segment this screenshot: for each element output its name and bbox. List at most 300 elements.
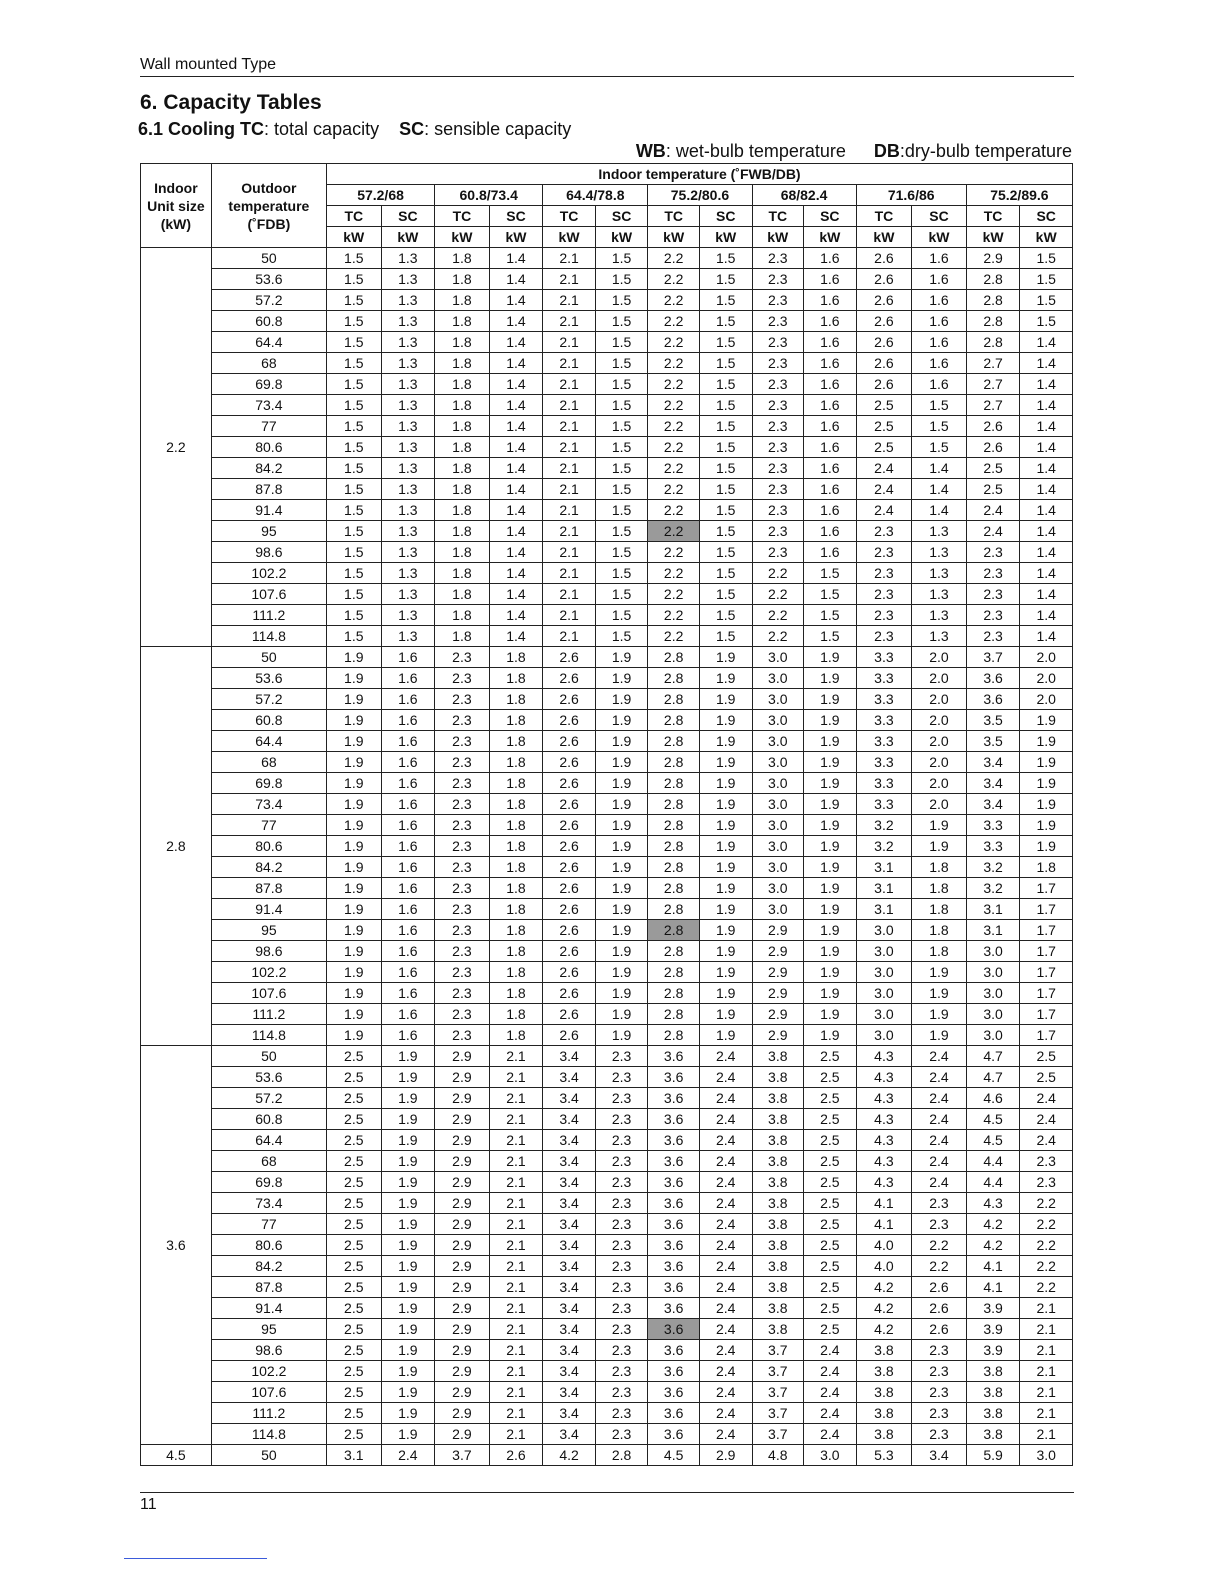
- tc-value-cell: 2.5: [326, 1235, 381, 1256]
- tc-value-cell: 2.5: [856, 416, 912, 437]
- tc-value-cell: 3.0: [752, 857, 804, 878]
- sc-value-cell: 2.5: [804, 1109, 857, 1130]
- tc-value-cell: 1.5: [326, 542, 381, 563]
- tc-value-cell: 1.5: [326, 269, 381, 290]
- column-header: 57.2/68: [326, 185, 434, 206]
- sc-value-cell: 1.5: [595, 311, 648, 332]
- tc-value-cell: 1.5: [326, 500, 381, 521]
- sc-header: SC: [489, 206, 543, 227]
- tc-value-cell: 3.6: [648, 1214, 700, 1235]
- sc-value-cell: 1.7: [1020, 983, 1073, 1004]
- tc-value-cell: 3.8: [752, 1151, 804, 1172]
- sc-value-cell: 1.5: [699, 626, 752, 647]
- sc-header: SC: [804, 206, 857, 227]
- tc-value-cell: 3.1: [856, 899, 912, 920]
- tc-value-cell: 1.8: [435, 332, 490, 353]
- sc-value-cell: 1.9: [699, 794, 752, 815]
- sc-value-cell: 1.5: [595, 374, 648, 395]
- tc-value-cell: 3.4: [966, 773, 1020, 794]
- temperature-legend: [636, 141, 1072, 162]
- tc-value-cell: 3.8: [752, 1235, 804, 1256]
- sc-value-cell: 2.4: [699, 1193, 752, 1214]
- tc-value-cell: 2.9: [435, 1403, 490, 1424]
- tc-value-cell: 4.3: [856, 1172, 912, 1193]
- tc-value-cell: 2.9: [435, 1298, 490, 1319]
- sc-value-cell: 2.3: [595, 1214, 648, 1235]
- tc-value-cell: 2.8: [648, 668, 700, 689]
- unit-size-cell: 4.5: [141, 1445, 212, 1466]
- tc-value-cell: 4.3: [856, 1151, 912, 1172]
- sc-value-cell: 1.8: [489, 731, 543, 752]
- tc-value-cell: 1.9: [326, 857, 381, 878]
- tc-value-cell: 2.3: [752, 500, 804, 521]
- sc-value-cell: 1.9: [804, 773, 857, 794]
- tc-value-cell: 2.1: [543, 248, 596, 269]
- sc-value-cell: 2.4: [699, 1088, 752, 1109]
- tc-value-cell: 2.3: [435, 983, 490, 1004]
- tc-value-cell: 3.4: [543, 1235, 596, 1256]
- sc-value-cell: 2.3: [912, 1424, 967, 1445]
- sc-value-cell: 2.4: [699, 1214, 752, 1235]
- sc-header: SC: [1020, 206, 1073, 227]
- tc-value-cell: 4.1: [856, 1214, 912, 1235]
- sc-value-cell: 1.3: [912, 542, 967, 563]
- tc-header: TC: [648, 206, 700, 227]
- tc-value-cell: 2.6: [856, 311, 912, 332]
- tc-value-cell: 1.5: [326, 437, 381, 458]
- sc-value-cell: 1.7: [1020, 941, 1073, 962]
- sc-value-cell: 2.0: [912, 752, 967, 773]
- sc-value-cell: 1.9: [699, 710, 752, 731]
- sc-value-cell: 2.1: [489, 1340, 543, 1361]
- sc-value-cell: 1.9: [699, 920, 752, 941]
- tc-value-cell: 2.2: [648, 332, 700, 353]
- tc-value-cell: 2.2: [648, 479, 700, 500]
- sc-value-cell: 2.0: [912, 794, 967, 815]
- tc-value-cell: 2.7: [966, 395, 1020, 416]
- table-row: [141, 1025, 1073, 1046]
- sc-value-cell: 2.9: [699, 1445, 752, 1466]
- tc-value-cell: 2.6: [966, 437, 1020, 458]
- table-row: [141, 374, 1073, 395]
- outdoor-temp-cell: 69.8: [211, 374, 326, 395]
- table-row: [141, 311, 1073, 332]
- tc-value-cell: 3.8: [966, 1424, 1020, 1445]
- tc-value-cell: 3.3: [856, 731, 912, 752]
- sc-value-cell: 2.4: [912, 1172, 967, 1193]
- sc-value-cell: 1.5: [699, 269, 752, 290]
- sc-value-cell: 2.5: [804, 1088, 857, 1109]
- tc-value-cell: 3.3: [966, 836, 1020, 857]
- tc-value-cell: 2.3: [752, 374, 804, 395]
- sc-value-cell: 1.4: [489, 395, 543, 416]
- table-row: [141, 332, 1073, 353]
- tc-value-cell: 3.6: [648, 1046, 700, 1067]
- table-row: [141, 563, 1073, 584]
- sc-value-cell: 1.6: [381, 815, 435, 836]
- tc-value-cell: 2.3: [752, 269, 804, 290]
- sc-value-cell: 1.9: [595, 752, 648, 773]
- sc-value-cell: 1.6: [381, 836, 435, 857]
- sc-value-cell: 1.8: [489, 710, 543, 731]
- sc-value-cell: 1.6: [804, 542, 857, 563]
- sc-value-cell: 2.4: [381, 1445, 435, 1466]
- sc-value-cell: 1.9: [595, 920, 648, 941]
- unit-header: kW: [326, 227, 381, 248]
- tc-value-cell: 2.3: [435, 962, 490, 983]
- sc-value-cell: 1.9: [381, 1172, 435, 1193]
- table-row: [141, 1382, 1073, 1403]
- tc-value-cell: 2.2: [648, 605, 700, 626]
- table-row: [141, 500, 1073, 521]
- sc-value-cell: 1.5: [595, 479, 648, 500]
- sc-value-cell: 1.9: [699, 983, 752, 1004]
- sc-value-cell: 1.9: [595, 983, 648, 1004]
- tc-value-cell: 1.9: [326, 962, 381, 983]
- tc-value-cell: 4.2: [966, 1214, 1020, 1235]
- sc-value-cell: 1.9: [804, 815, 857, 836]
- tc-value-cell: 4.1: [966, 1256, 1020, 1277]
- tc-value-cell: 2.8: [648, 878, 700, 899]
- sc-value-cell: 2.3: [912, 1382, 967, 1403]
- tc-value-cell: 2.3: [435, 731, 490, 752]
- sc-value-cell: 1.6: [912, 374, 967, 395]
- sc-value-cell: 1.5: [699, 248, 752, 269]
- sc-value-cell: 1.8: [489, 647, 543, 668]
- sc-value-cell: 1.5: [595, 563, 648, 584]
- outdoor-temp-cell: 68: [211, 1151, 326, 1172]
- outdoor-temp-cell: 107.6: [211, 584, 326, 605]
- sc-value-cell: 3.0: [1020, 1445, 1073, 1466]
- sc-value-cell: 1.9: [804, 878, 857, 899]
- sc-value-cell: 1.4: [489, 248, 543, 269]
- tc-value-cell: 3.0: [966, 941, 1020, 962]
- tc-value-cell: 2.1: [543, 584, 596, 605]
- tc-value-cell: 3.8: [752, 1109, 804, 1130]
- sc-value-cell: 1.9: [699, 668, 752, 689]
- tc-value-cell: 1.5: [326, 353, 381, 374]
- outdoor-temp-cell: 95: [211, 920, 326, 941]
- sc-value-cell: 1.6: [381, 752, 435, 773]
- sc-text: : sensible capacity: [424, 119, 572, 139]
- tc-value-cell: 3.4: [966, 752, 1020, 773]
- tc-value-cell: 3.4: [966, 794, 1020, 815]
- sc-value-cell: 1.4: [1020, 500, 1073, 521]
- sc-value-cell: 2.6: [912, 1298, 967, 1319]
- tc-value-cell: 2.8: [648, 794, 700, 815]
- tc-value-cell: 2.3: [752, 521, 804, 542]
- sc-value-cell: 1.9: [595, 1025, 648, 1046]
- outdoor-temp-cell: 87.8: [211, 1277, 326, 1298]
- sc-value-cell: 1.3: [381, 542, 435, 563]
- sc-value-cell: 1.8: [489, 1004, 543, 1025]
- sc-value-cell: 1.5: [699, 605, 752, 626]
- sc-value-cell: 1.9: [699, 1025, 752, 1046]
- sc-value-cell: 2.6: [912, 1319, 967, 1340]
- tc-value-cell: 2.3: [856, 584, 912, 605]
- tc-value-cell: 2.9: [435, 1256, 490, 1277]
- outdoor-temp-cell: 53.6: [211, 668, 326, 689]
- table-row: [141, 899, 1073, 920]
- sc-value-cell: 1.6: [381, 941, 435, 962]
- sc-value-cell: 1.4: [489, 626, 543, 647]
- sc-value-cell: 2.3: [595, 1382, 648, 1403]
- sc-value-cell: 2.4: [804, 1382, 857, 1403]
- tc-value-cell: 1.5: [326, 290, 381, 311]
- table-row: [141, 416, 1073, 437]
- table-row: [141, 1067, 1073, 1088]
- indoor-size-header: Indoor Unit size (kW): [141, 164, 212, 248]
- sc-value-cell: 2.4: [699, 1319, 752, 1340]
- tc-value-cell: 2.5: [966, 458, 1020, 479]
- sc-value-cell: 1.4: [1020, 563, 1073, 584]
- page-footer: [140, 1492, 1074, 1513]
- tc-value-cell: 2.3: [752, 248, 804, 269]
- sc-value-cell: 1.4: [489, 542, 543, 563]
- sc-value-cell: 1.4: [1020, 374, 1073, 395]
- tc-value-cell: 3.3: [856, 773, 912, 794]
- sc-value-cell: 2.4: [1020, 1109, 1073, 1130]
- sc-value-cell: 1.3: [381, 248, 435, 269]
- sc-value-cell: 2.2: [1020, 1193, 1073, 1214]
- sc-value-cell: 1.3: [381, 269, 435, 290]
- sc-value-cell: 1.9: [804, 752, 857, 773]
- table-row: [141, 1424, 1073, 1445]
- tc-value-cell: 4.3: [856, 1046, 912, 1067]
- sc-value-cell: 1.5: [699, 542, 752, 563]
- tc-value-cell: 2.6: [856, 290, 912, 311]
- tc-value-cell: 2.3: [856, 521, 912, 542]
- sc-value-cell: 1.5: [1020, 269, 1073, 290]
- tc-value-cell: 3.5: [966, 710, 1020, 731]
- tc-value-cell: 3.0: [966, 983, 1020, 1004]
- sc-value-cell: 1.8: [489, 857, 543, 878]
- sc-value-cell: 1.5: [804, 605, 857, 626]
- unit-header: kW: [1020, 227, 1073, 248]
- sc-value-cell: 1.3: [381, 521, 435, 542]
- sc-value-cell: 1.5: [595, 605, 648, 626]
- tc-value-cell: 2.3: [856, 626, 912, 647]
- sc-value-cell: 1.9: [595, 962, 648, 983]
- sc-value-cell: 1.8: [489, 899, 543, 920]
- sc-value-cell: 1.6: [804, 521, 857, 542]
- sc-value-cell: 2.5: [1020, 1067, 1073, 1088]
- tc-value-cell: 3.8: [752, 1319, 804, 1340]
- sc-value-cell: 2.2: [1020, 1277, 1073, 1298]
- sc-value-cell: 1.4: [912, 500, 967, 521]
- tc-value-cell: 2.2: [648, 269, 700, 290]
- tc-value-cell: 2.2: [648, 584, 700, 605]
- tc-value-cell: 1.5: [326, 584, 381, 605]
- sc-value-cell: 1.6: [381, 878, 435, 899]
- table-row: [141, 1172, 1073, 1193]
- outdoor-temp-cell: 111.2: [211, 1004, 326, 1025]
- tc-value-cell: 2.6: [543, 1025, 596, 1046]
- sc-value-cell: 1.9: [595, 668, 648, 689]
- tc-value-cell: 3.2: [966, 857, 1020, 878]
- tc-header: TC: [435, 206, 490, 227]
- sc-value-cell: 1.9: [912, 815, 967, 836]
- sc-value-cell: 1.6: [912, 311, 967, 332]
- tc-value-cell: 3.4: [543, 1130, 596, 1151]
- tc-value-cell: 4.0: [856, 1256, 912, 1277]
- tc-value-cell: 3.0: [966, 1025, 1020, 1046]
- sc-value-cell: 1.4: [1020, 584, 1073, 605]
- sc-value-cell: 1.9: [595, 647, 648, 668]
- tc-value-cell: 3.8: [752, 1277, 804, 1298]
- sc-value-cell: 2.2: [1020, 1256, 1073, 1277]
- outdoor-temp-cell: 57.2: [211, 290, 326, 311]
- sc-value-cell: 2.2: [912, 1256, 967, 1277]
- tc-text: : total capacity: [264, 119, 380, 139]
- sc-value-cell: 2.3: [595, 1277, 648, 1298]
- column-header: 64.4/78.8: [543, 185, 648, 206]
- sc-value-cell: 2.3: [595, 1046, 648, 1067]
- tc-value-cell: 2.2: [648, 374, 700, 395]
- unit-size-cell: 2.2: [141, 248, 212, 647]
- outdoor-temp-cell: 98.6: [211, 941, 326, 962]
- sc-value-cell: 2.1: [1020, 1340, 1073, 1361]
- tc-value-cell: 1.9: [326, 647, 381, 668]
- sc-value-cell: 1.3: [381, 563, 435, 584]
- tc-value-cell: 2.6: [543, 731, 596, 752]
- tc-value-cell: 3.6: [648, 1193, 700, 1214]
- tc-value-cell: 3.8: [856, 1403, 912, 1424]
- sc-value-cell: 1.8: [489, 815, 543, 836]
- sc-value-cell: 1.6: [804, 311, 857, 332]
- tc-value-cell: 3.7: [752, 1424, 804, 1445]
- tc-value-cell: 3.4: [543, 1151, 596, 1172]
- sc-value-cell: 1.9: [804, 899, 857, 920]
- sc-value-cell: 1.4: [489, 353, 543, 374]
- tc-value-cell: 2.2: [648, 437, 700, 458]
- tc-value-cell: 3.6: [648, 1382, 700, 1403]
- tc-value-cell: 3.6: [648, 1298, 700, 1319]
- tc-value-cell: 2.8: [648, 773, 700, 794]
- tc-value-cell: 2.6: [856, 332, 912, 353]
- tc-value-cell: 1.9: [326, 1025, 381, 1046]
- table-row: [141, 479, 1073, 500]
- tc-value-cell: 1.5: [326, 416, 381, 437]
- tc-value-cell: 4.7: [966, 1046, 1020, 1067]
- outdoor-temp-cell: 69.8: [211, 1172, 326, 1193]
- sc-value-cell: 1.6: [381, 710, 435, 731]
- sc-value-cell: 1.6: [381, 668, 435, 689]
- outdoor-temp-cell: 84.2: [211, 857, 326, 878]
- tc-value-cell: 1.8: [435, 437, 490, 458]
- table-row: [141, 815, 1073, 836]
- sc-value-cell: 1.5: [699, 437, 752, 458]
- outdoor-temp-cell: 53.6: [211, 1067, 326, 1088]
- sc-value-cell: 1.4: [1020, 395, 1073, 416]
- tc-value-cell: 2.1: [543, 479, 596, 500]
- sc-value-cell: 2.0: [912, 689, 967, 710]
- tc-value-cell: 1.8: [435, 269, 490, 290]
- tc-value-cell: 2.4: [856, 458, 912, 479]
- tc-value-cell: 2.3: [752, 311, 804, 332]
- sc-value-cell: 1.9: [381, 1403, 435, 1424]
- sc-value-cell: 2.1: [489, 1088, 543, 1109]
- sc-value-cell: 1.5: [699, 500, 752, 521]
- tc-value-cell: 2.1: [543, 332, 596, 353]
- outdoor-temp-cell: 60.8: [211, 1109, 326, 1130]
- table-row: [141, 1046, 1073, 1067]
- tc-value-cell: 3.1: [966, 899, 1020, 920]
- table-row: [141, 395, 1073, 416]
- tc-value-cell: 2.5: [326, 1046, 381, 1067]
- sc-value-cell: 1.5: [699, 521, 752, 542]
- tc-value-cell: 3.9: [966, 1298, 1020, 1319]
- sc-value-cell: 1.4: [1020, 605, 1073, 626]
- outdoor-temp-cell: 114.8: [211, 626, 326, 647]
- sc-value-cell: 1.9: [595, 731, 648, 752]
- sc-value-cell: 1.6: [804, 395, 857, 416]
- sc-value-cell: 2.3: [595, 1088, 648, 1109]
- sc-value-cell: 2.3: [595, 1235, 648, 1256]
- tc-value-cell: 3.8: [752, 1214, 804, 1235]
- tc-value-cell: 4.1: [966, 1277, 1020, 1298]
- outdoor-temp-cell: 95: [211, 1319, 326, 1340]
- tc-value-cell: 4.3: [856, 1067, 912, 1088]
- sc-value-cell: 1.9: [595, 899, 648, 920]
- sc-value-cell: 1.9: [804, 1004, 857, 1025]
- tc-value-cell: 3.7: [752, 1361, 804, 1382]
- sc-value-cell: 1.9: [1020, 815, 1073, 836]
- tc-value-cell: 3.6: [648, 1319, 700, 1340]
- tc-value-cell: 2.1: [543, 605, 596, 626]
- sc-value-cell: 1.5: [595, 584, 648, 605]
- outdoor-temp-header: Outdoor temperature (˚FDB): [211, 164, 326, 248]
- sc-value-cell: 2.3: [595, 1403, 648, 1424]
- sc-value-cell: 1.5: [699, 416, 752, 437]
- tc-value-cell: 2.3: [435, 920, 490, 941]
- sc-header: SC: [912, 206, 967, 227]
- sc-value-cell: 1.3: [381, 332, 435, 353]
- outdoor-temp-cell: 50: [211, 647, 326, 668]
- tc-value-cell: 2.9: [435, 1235, 490, 1256]
- sc-header: SC: [381, 206, 435, 227]
- sc-value-cell: 1.9: [381, 1340, 435, 1361]
- sc-value-cell: 1.9: [699, 815, 752, 836]
- table-row: [141, 878, 1073, 899]
- tc-value-cell: 3.0: [752, 710, 804, 731]
- tc-value-cell: 3.6: [648, 1067, 700, 1088]
- sc-value-cell: 2.1: [489, 1319, 543, 1340]
- sc-value-cell: 1.9: [804, 857, 857, 878]
- sc-value-cell: 1.7: [1020, 899, 1073, 920]
- tc-value-cell: 2.3: [435, 710, 490, 731]
- sc-value-cell: 2.0: [1020, 689, 1073, 710]
- tc-value-cell: 2.8: [966, 269, 1020, 290]
- tc-value-cell: 2.6: [543, 962, 596, 983]
- outdoor-temp-cell: 60.8: [211, 311, 326, 332]
- tc-value-cell: 2.6: [543, 878, 596, 899]
- tc-value-cell: 2.6: [543, 647, 596, 668]
- sc-value-cell: 2.1: [1020, 1319, 1073, 1340]
- tc-value-cell: 3.0: [966, 1004, 1020, 1025]
- sc-value-cell: 1.8: [489, 941, 543, 962]
- sc-value-cell: 1.6: [381, 983, 435, 1004]
- sc-value-cell: 2.4: [699, 1403, 752, 1424]
- sc-value-cell: 1.9: [381, 1319, 435, 1340]
- tc-value-cell: 2.3: [856, 563, 912, 584]
- sc-value-cell: 2.1: [489, 1361, 543, 1382]
- unit-header: kW: [543, 227, 596, 248]
- sc-value-cell: 1.6: [912, 353, 967, 374]
- tc-value-cell: 2.6: [543, 983, 596, 1004]
- sc-value-cell: 1.3: [912, 605, 967, 626]
- tc-value-cell: 2.5: [326, 1403, 381, 1424]
